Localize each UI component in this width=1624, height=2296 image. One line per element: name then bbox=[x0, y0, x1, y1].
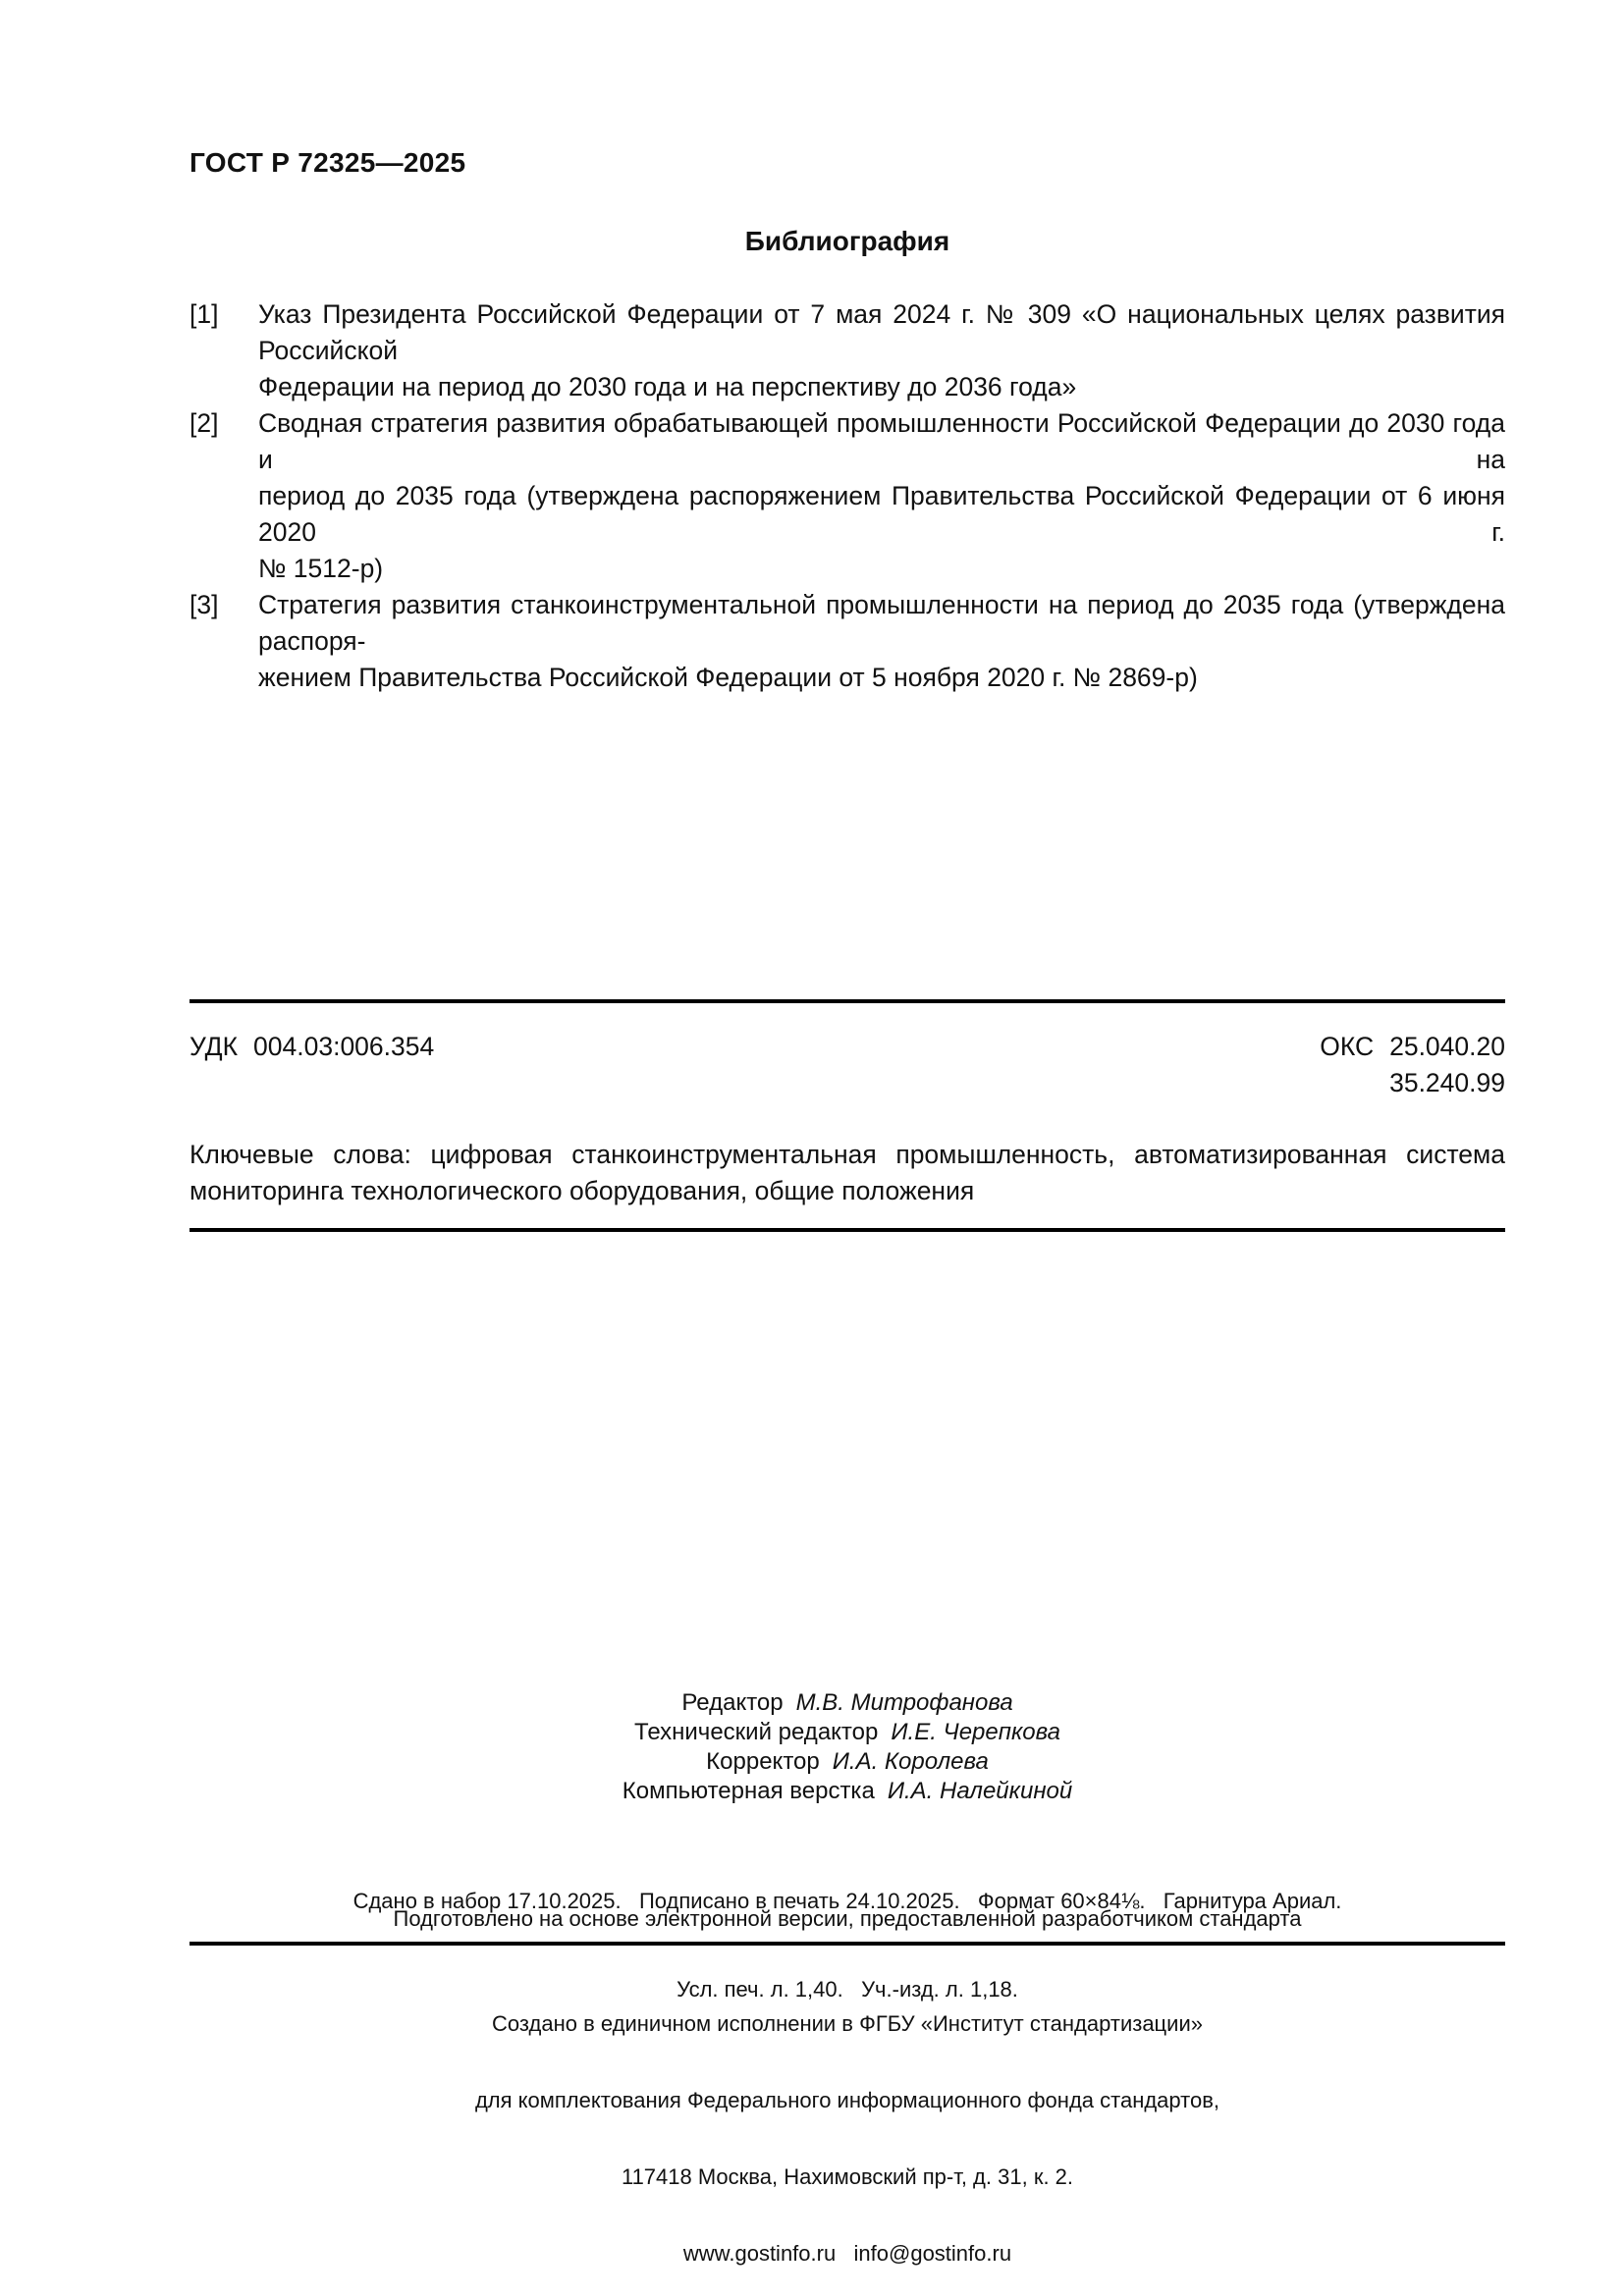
credit-role: Корректор bbox=[706, 1748, 820, 1775]
publisher-block bbox=[189, 1960, 1505, 2296]
credits-block bbox=[189, 1688, 1505, 1806]
bibliography-entry-number: [2] bbox=[189, 408, 219, 438]
publisher-line: Создано в единичном исполнении в ФГБУ «Институт стандартизации» bbox=[492, 2011, 1203, 2036]
oks-code bbox=[1320, 1029, 1505, 1065]
credit-row bbox=[189, 1688, 1505, 1718]
bibliography-entry bbox=[189, 296, 1505, 405]
horizontal-rule bbox=[189, 999, 1505, 1003]
credit-name: И.А. Налейкиной bbox=[887, 1778, 1073, 1804]
publisher-address: 117418 Москва, Нахимовский пр-т, д. 31, к. 2. bbox=[621, 2164, 1074, 2189]
prepared-note: Подготовлено на основе электронной версии, предоставленной разработчиком стандарта bbox=[393, 1906, 1302, 1931]
credit-role: Редактор bbox=[681, 1689, 784, 1716]
credit-role: Компьютерная верстка bbox=[622, 1778, 875, 1804]
page-title: Библиография bbox=[744, 226, 950, 256]
keywords-paragraph bbox=[189, 1137, 1505, 1209]
udk-value: 004.03:006.354 bbox=[253, 1032, 435, 1061]
oks-label: ОКС bbox=[1320, 1032, 1375, 1061]
bibliography-entry-line: Указ Президента Российской Федерации от 7 мая 2024 г. № 309 «О национальных целях развития Российской bbox=[258, 299, 1505, 365]
bibliography-entry bbox=[189, 405, 1505, 587]
publisher-line: для комплектования Федерального информационного фонда стандартов, bbox=[474, 2088, 1220, 2112]
bibliography-entry-number: [3] bbox=[189, 590, 219, 619]
credit-row bbox=[189, 1747, 1505, 1777]
bibliography-entry-line: Стратегия развития станкоинструментальной промышленности на период до 2035 года (утверждена распоря- bbox=[258, 590, 1505, 656]
credit-role: Технический редактор bbox=[634, 1719, 879, 1745]
production-line: Сдано в набор 17.10.2025. Подписано в печать 24.10.2025. Формат 60×84⅛. Гарнитура Ариал. bbox=[352, 1889, 1342, 1913]
bibliography-entry-line: Федерации на период до 2030 года и на перспективу до 2036 года» bbox=[258, 372, 1077, 401]
bibliography-list bbox=[189, 296, 1505, 696]
bibliography-entry-line: жением Правительства Российской Федерации от 5 ноября 2020 г. № 2869-р) bbox=[258, 663, 1198, 692]
keywords-line: мониторинга технологического оборудования, общие положения bbox=[189, 1176, 975, 1205]
bibliography-entry-line: период до 2035 года (утверждена распоряжением Правительства Российской Федерации от 6 июня 2020 г. bbox=[258, 481, 1505, 547]
credit-row bbox=[189, 1718, 1505, 1747]
credit-row bbox=[189, 1777, 1505, 1806]
bibliography-entry bbox=[189, 587, 1505, 696]
publisher-contacts: www.gostinfo.ru info@gostinfo.ru bbox=[682, 2241, 1012, 2266]
credit-name: И.Е. Черепкова bbox=[891, 1719, 1060, 1745]
keywords-line: Ключевые слова: цифровая станкоинструментальная промышленность, автоматизированная система bbox=[189, 1140, 1505, 1169]
bibliography-entry-line: Сводная стратегия развития обрабатывающей промышленности Российской Федерации до 2030 года и на bbox=[258, 408, 1505, 474]
production-line: Усл. печ. л. 1,40. Уч.-изд. л. 1,18. bbox=[677, 1977, 1018, 2002]
codes-row bbox=[189, 1029, 1505, 1065]
credit-name: М.В. Митрофанова bbox=[795, 1689, 1013, 1716]
horizontal-rule bbox=[189, 1228, 1505, 1232]
oks-value-2: 35.240.99 bbox=[1389, 1068, 1505, 1097]
bibliography-entry-number: [1] bbox=[189, 299, 219, 329]
oks-value: 25.040.20 bbox=[1389, 1032, 1505, 1061]
udk-code bbox=[189, 1029, 434, 1065]
horizontal-rule bbox=[189, 1942, 1505, 1946]
doc-code: ГОСТ Р 72325—2025 bbox=[189, 147, 466, 178]
credit-name: И.А. Королева bbox=[832, 1748, 989, 1775]
udk-label: УДК bbox=[189, 1032, 239, 1061]
bibliography-entry-line: № 1512-р) bbox=[258, 554, 384, 583]
